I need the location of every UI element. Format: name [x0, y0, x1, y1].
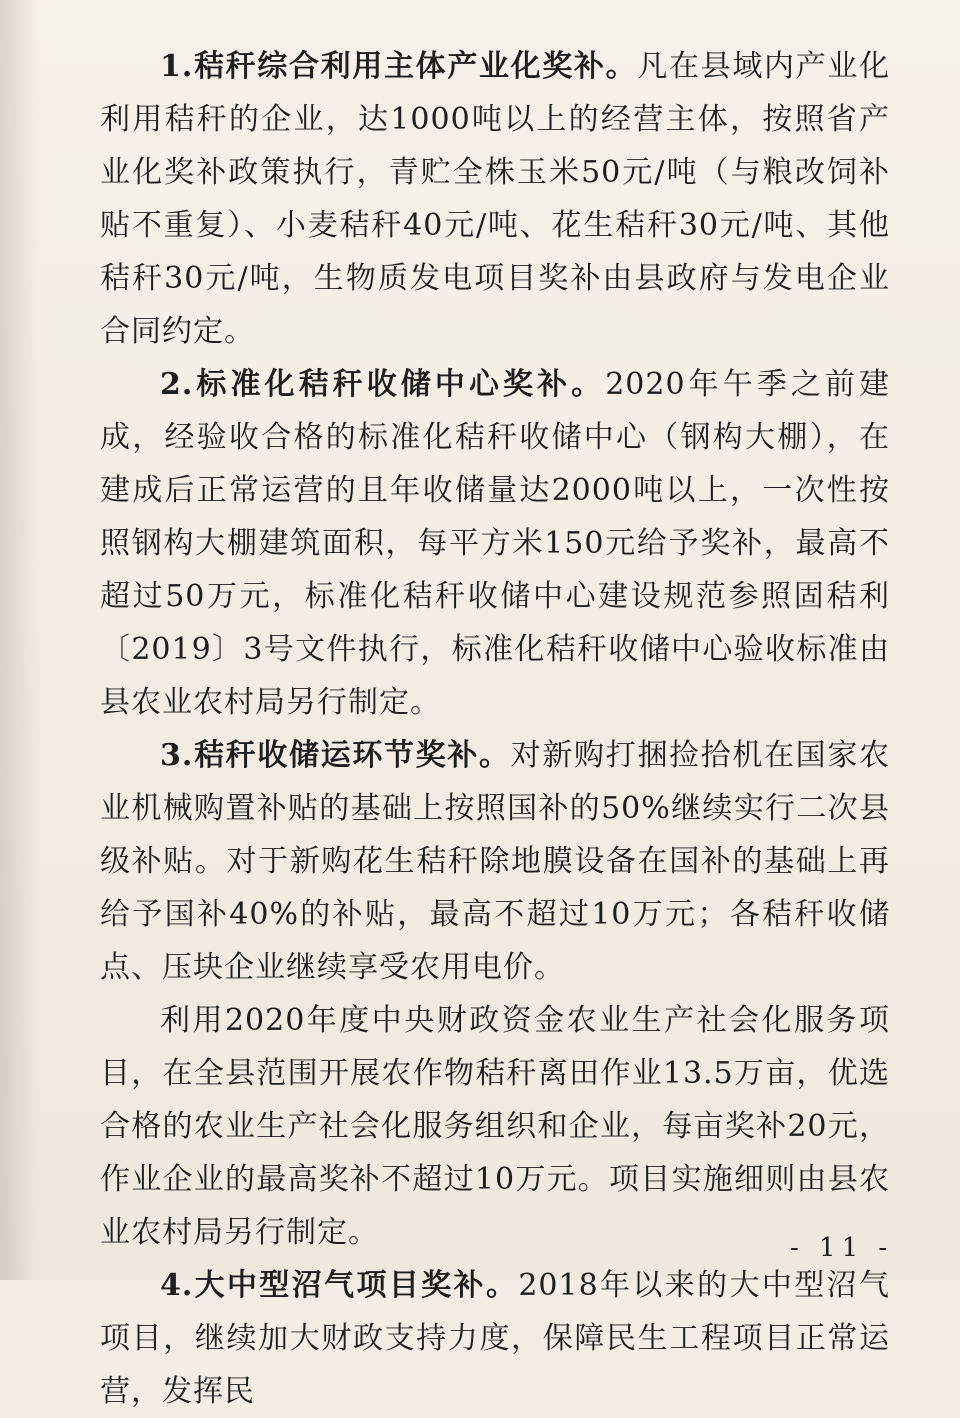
paragraph-heading: 4.大中型沼气项目奖补。	[160, 1268, 519, 1303]
paragraph-straw-industrialization	[100, 40, 890, 358]
paragraph-text: 利用2020年度中央财政资金农业生产社会化服务项目，在全县范围开展农作物秸秆离田作业13.5万亩，优选合格的农业生产社会化服务组织和企业，每亩奖补20元，作业企业的最高奖补不超过10万元。项目实施细则由县农业农村局另行制定。	[100, 1003, 890, 1250]
paragraph-text: 2020年午季之前建成，经验收合格的标准化秸秆收储中心（钢构大棚），在建成后正常运营的且年收储量达2000吨以上，一次性按照钢构大棚建筑面积，每平方米150元给予奖补，最高不超过50万元，标准化秸秆收储中心建设规范参照固秸利〔2019〕3号文件执行，标准化秸秆收储中心验收标准由县农业农村局另行制定。	[100, 367, 890, 720]
paragraph-storage-center	[100, 358, 890, 729]
page-number: - 11 -	[790, 1233, 894, 1263]
paragraph-heading: 3.秸秆收储运环节奖补。	[160, 738, 511, 773]
paragraph-biogas	[100, 1259, 890, 1418]
paragraph-text: 凡在县域内产业化利用秸秆的企业，达1000吨以上的经营主体，按照省产业化奖补政策执行，青贮全株玉米50元/吨（与粮改饲补贴不重复）、小麦秸秆40元/吨、花生秸秆30元/吨、其他秸秆30元/吨，生物质发电项目奖补由县政府与发电企业合同约定。	[100, 49, 890, 349]
paragraph-central-fund	[100, 994, 890, 1259]
paragraph-heading: 2.标准化秸秆收储中心奖补。	[160, 367, 606, 402]
paragraph-storage-transport	[100, 729, 890, 994]
paragraph-heading: 1.秸秆综合利用主体产业化奖补。	[160, 49, 638, 84]
paragraph-text: 对新购打捆捡拾机在国家农业机械购置补贴的基础上按照国补的50%继续实行二次县级补贴。对于新购花生秸秆除地膜设备在国补的基础上再给予国补40%的补贴，最高不超过10万元；各秸秆收储点、压块企业继续享受农用电价。	[100, 738, 890, 985]
page-edge-shadow	[0, 0, 40, 1280]
document-body	[100, 40, 890, 1418]
paragraph-text: 2018年以来的大中型沼气项目，继续加大财政支持力度，保障民生工程项目正常运营，发挥民	[100, 1268, 890, 1409]
